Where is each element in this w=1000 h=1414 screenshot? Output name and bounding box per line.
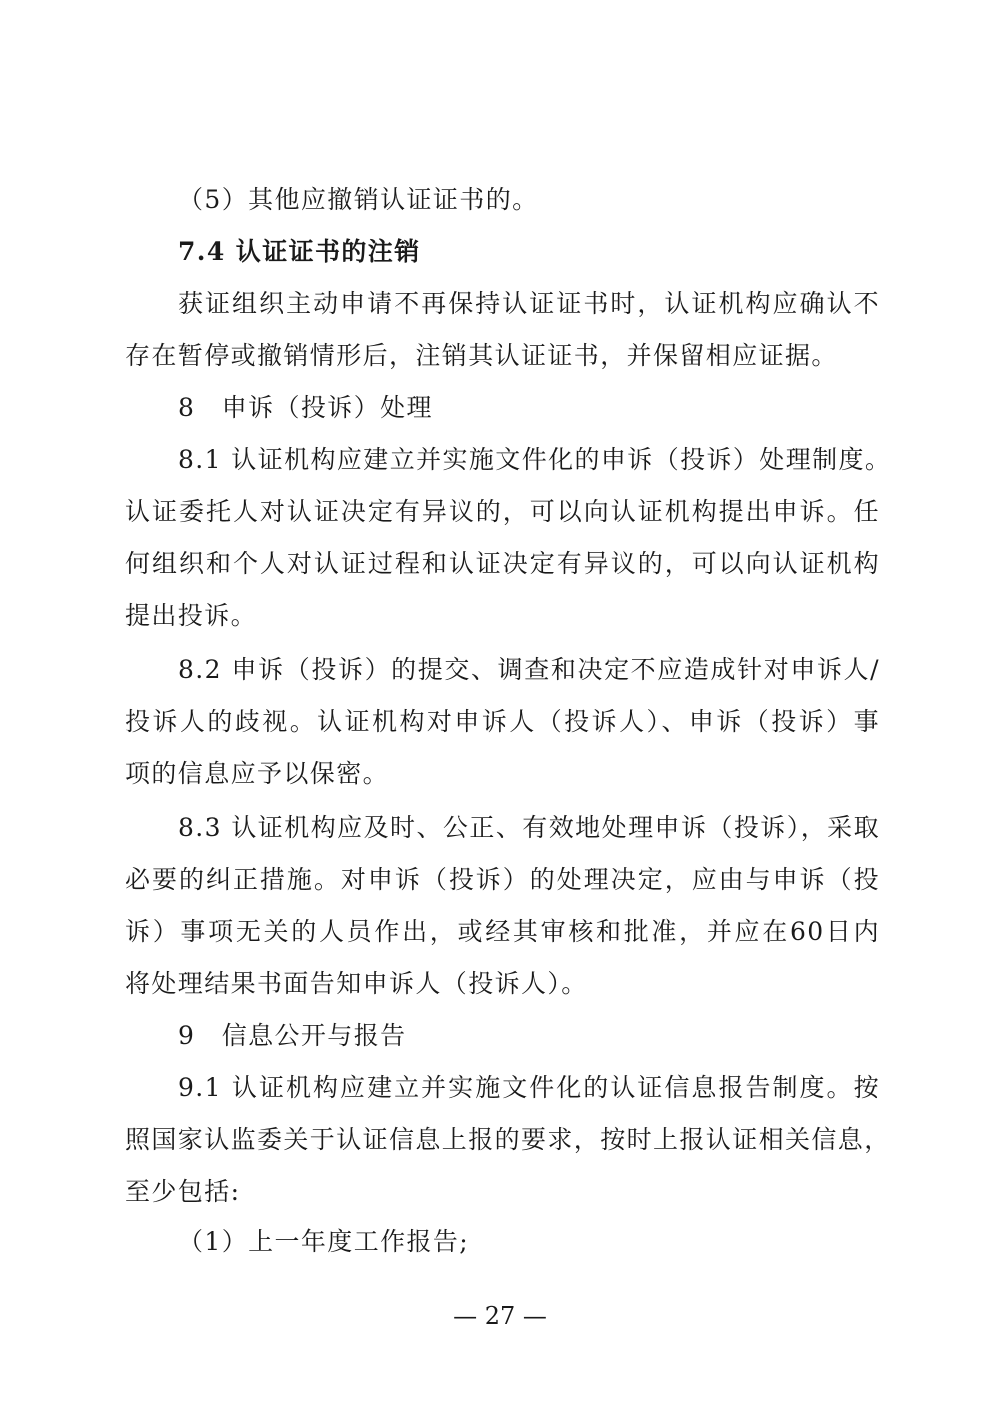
page-number: — 27 — bbox=[453, 1302, 547, 1330]
list-item-1-annual-report: （1）上一年度工作报告; bbox=[178, 1227, 470, 1256]
paragraph-line: 照国家认监委关于认证信息上报的要求，按时上报认证相关信息， bbox=[125, 1125, 891, 1154]
section-heading-9: 9 信息公开与报告 bbox=[178, 1021, 407, 1050]
paragraph-line: 获证组织主动申请不再保持认证证书时，认证机构应确认不 bbox=[178, 289, 880, 318]
paragraph-line: 项的信息应予以保密。 bbox=[125, 759, 390, 788]
paragraph-line: 认证委托人对认证决定有异议的，可以向认证机构提出申诉。任 bbox=[125, 497, 880, 526]
paragraph-line: 8.2 申诉（投诉）的提交、调查和决定不应造成针对申诉人/ bbox=[178, 655, 880, 684]
paragraph-line: 9.1 认证机构应建立并实施文件化的认证信息报告制度。按 bbox=[178, 1073, 880, 1102]
paragraph-line: 8.3 认证机构应及时、公正、有效地处理申诉（投诉），采取 bbox=[178, 813, 880, 842]
section-heading-7-4: 7.4 认证证书的注销 bbox=[178, 237, 421, 266]
paragraph-line: 提出投诉。 bbox=[125, 601, 258, 630]
paragraph-line: 存在暂停或撤销情形后，注销其认证证书，并保留相应证据。 bbox=[125, 341, 838, 370]
list-item-5-revocation: （5）其他应撤销认证证书的。 bbox=[178, 185, 539, 214]
paragraph-line: 诉）事项无关的人员作出，或经其审核和批准，并应在60日内 bbox=[125, 917, 880, 946]
paragraph-line: 将处理结果书面告知申诉人（投诉人）。 bbox=[125, 969, 588, 998]
paragraph-line: 必要的纠正措施。对申诉（投诉）的处理决定，应由与申诉（投 bbox=[125, 865, 880, 894]
section-heading-8: 8 申诉（投诉）处理 bbox=[178, 393, 433, 422]
paragraph-line: 8.1 认证机构应建立并实施文件化的申诉（投诉）处理制度。 bbox=[178, 445, 892, 474]
paragraph-line: 投诉人的歧视。认证机构对申诉人（投诉人）、申诉（投诉）事 bbox=[125, 707, 880, 736]
paragraph-line: 至少包括: bbox=[125, 1177, 241, 1206]
paragraph-line: 何组织和个人对认证过程和认证决定有异议的，可以向认证机构 bbox=[125, 549, 880, 578]
